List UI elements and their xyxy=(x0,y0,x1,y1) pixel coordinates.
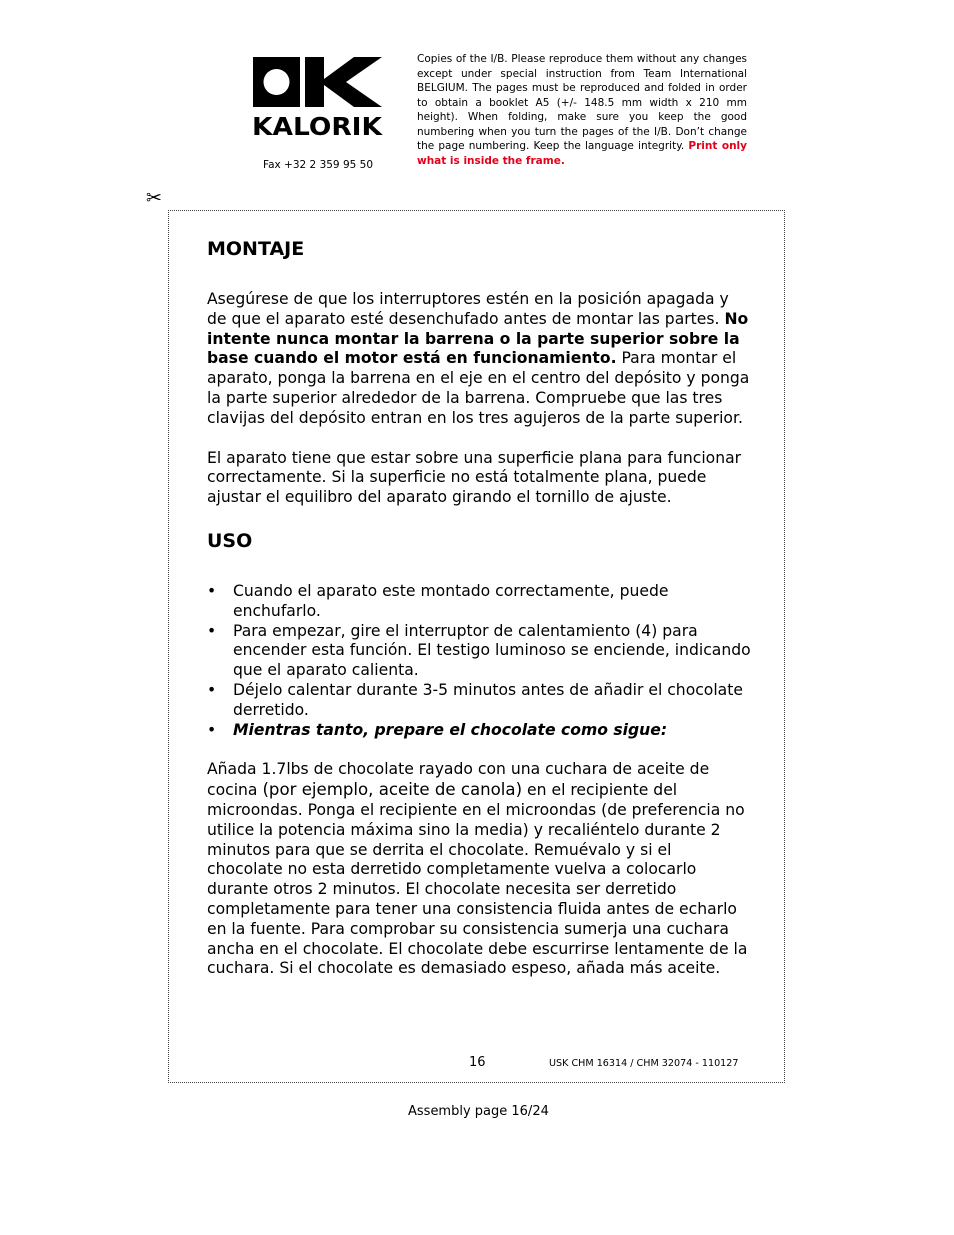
montaje-warning: No intente nunca montar la barrena o la parte superior sobre la base cuando el motor está en funcionamiento. xyxy=(207,309,749,368)
uso-paragraph: Añada 1.7lbs de chocolate rayado con una cuchara de aceite de cocina (por ejemplo, aceite de canola) en el recipiente del microondas. Ponga el recipiente en el microondas (de preferencia no utilice la potencia máxima sino la media) y recaliéntelo durante 2 minutos para que se derrita el chocolate. Remuévalo y si el chocolate no esta derretido completamente vuelva a colocarlo durante otros 2 minutos. El chocolate necesita ser derretido completamente para tener una consistencia fluida antes de echarlo en la fuente. Para comprobar su consistencia sumerja una cuchara ancha en el chocolate. El chocolate debe escurrirse lentamente de la cuchara. Si el chocolate es demasiado espeso, añada más aceite. xyxy=(207,760,748,978)
montaje-intro: Asegúrese de que los interruptores estén en la posición apagada y de que el aparato esté desenchufado antes de montar las partes. xyxy=(207,290,729,328)
notice-text: Copies of the I/B. Please reproduce them without any changes except under special instruction from Team International BELGIUM. The pages must be reproduced and folded in order to obtain a booklet A5 (+/- 148.5 mm width x 210 mm height). When folding, make sure you keep the good numbering when you turn the pages of the I/B. Don’t change the page numbering. Keep the language integrity. xyxy=(417,53,747,152)
bullet-icon: • xyxy=(207,680,217,699)
list-item: • Para empezar, gire el interruptor de calentamiento (4) para encender esta función. El testigo luminoso se enciende, indicando que el aparato calienta. xyxy=(207,621,751,680)
montaje-paragraph-2: El aparato tiene que estar sobre una superficie plana para funcionar correctamente. Si la superficie no está totalmente plana, puede ajustar el equilibro del aparato girando el tornillo de ajuste. xyxy=(207,448,742,507)
fax-number: Fax +32 2 359 95 50 xyxy=(263,159,374,171)
page-content xyxy=(207,236,752,979)
notice-highlight: Print only what is inside the frame. xyxy=(417,140,747,167)
page-number: 16 xyxy=(469,1055,486,1070)
list-item: • Déjelo calentar durante 3-5 minutos antes de añadir el chocolate derretido. xyxy=(207,680,743,719)
montaje-heading: MONTAJE xyxy=(207,238,305,260)
model-code: USK CHM 16314 / CHM 32074 - 110127 xyxy=(549,1058,739,1069)
list-item: • Cuando el aparato este montado correctamente, puede enchufarlo. xyxy=(207,581,669,620)
montaje-paragraph-1 xyxy=(207,290,752,429)
montaje-instructions: Para montar el aparato, ponga la barrena en el eje en el centro del depósito y ponga la parte superior alrededor de la barrena. Compruebe que las tres clavijas del depósito entran en los tres agujeros de la parte superior. xyxy=(207,349,750,427)
list-item: • Mientras tanto, prepare el chocolate como sigue: xyxy=(207,720,668,739)
kalorik-logo xyxy=(250,55,385,141)
uso-heading: USO xyxy=(207,529,253,552)
scissors-icon: ✂ xyxy=(146,187,162,209)
reproduction-notice xyxy=(417,52,747,168)
uso-list xyxy=(207,582,752,740)
svg-text:KALORIK: KALORIK xyxy=(252,112,384,141)
bullet-icon: • xyxy=(207,621,217,640)
bullet-icon: • xyxy=(207,720,217,739)
bullet-icon: • xyxy=(207,581,217,600)
assembly-page-label: Assembly page 16/24 xyxy=(408,1104,549,1119)
